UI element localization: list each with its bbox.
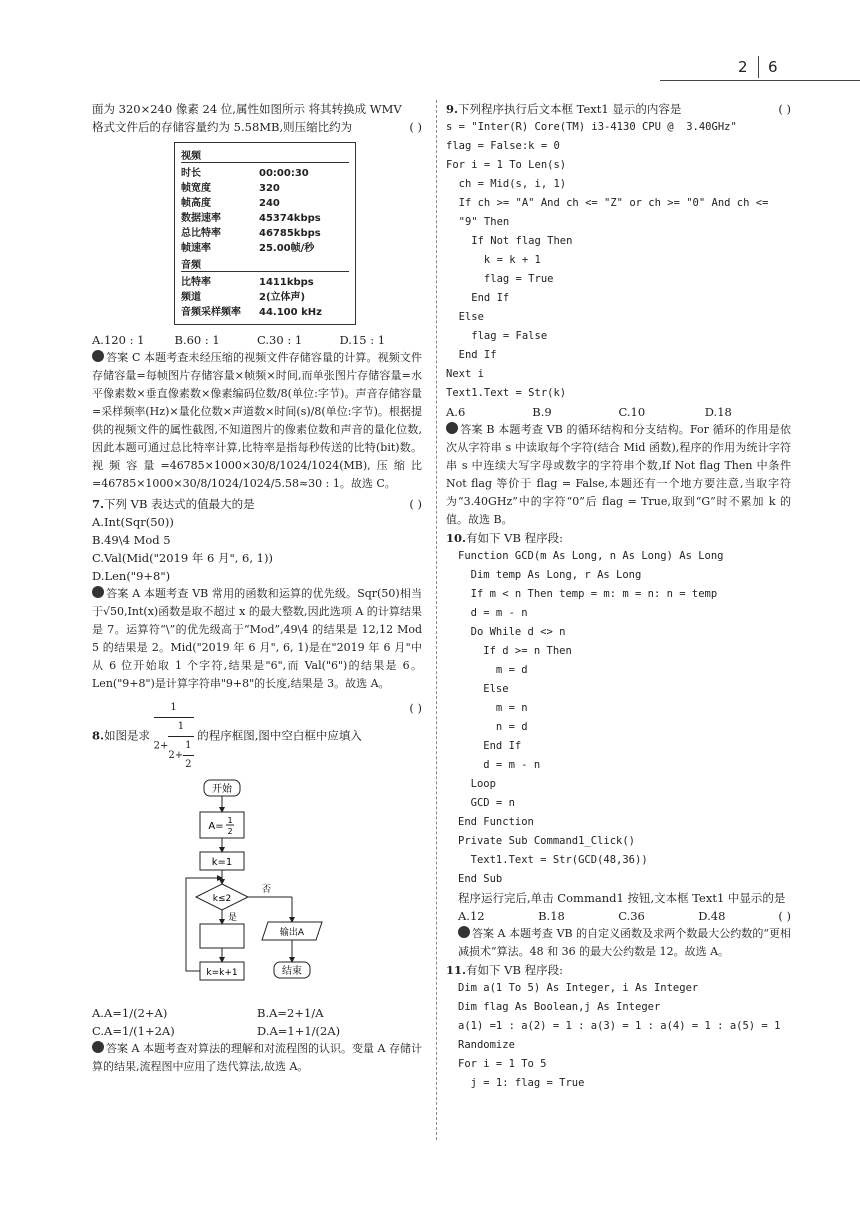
prop-row: 时长 00:00:30 — [181, 168, 309, 179]
column-divider — [436, 100, 437, 1140]
q8-title: 8.如图是求 1 2+ 1 2+ $\frac{1}{2}$ 的程序框图,图中空白框中应填入 ( ) — [92, 699, 422, 774]
flow-assign-label: A= — [208, 821, 224, 832]
audio-section-label: 音频 — [181, 256, 349, 272]
q11-title: 11.有如下 VB 程序段: — [446, 963, 563, 977]
answer-badge-icon — [92, 586, 104, 598]
flow-init-label: k=1 — [211, 857, 233, 868]
q10-answer: 答案 A 本题考查 VB 的自定义函数及求两个数最大公约数的“更相减损术”算法。48 和 36 的最大公约数是 12。故选 A。 — [458, 927, 791, 958]
flow-output-label: 输出A — [279, 928, 305, 938]
q8-answer: 答案 A 本题考查对算法的理解和对流程图的认识。变量 A 存储计算的结果,流程图中应用了迭代算法,故选 A。 — [92, 1042, 422, 1073]
flow-blank-box — [200, 924, 244, 948]
prop-row: 总比特率 46785kbps — [181, 228, 321, 239]
header-separator — [758, 56, 759, 78]
q6-options: A.120 : 1 B.60 : 1 C.30 : 1 D.15 : 1 — [92, 333, 386, 347]
right-column — [446, 100, 791, 1093]
prop-row: 频道 2(立体声) — [181, 292, 306, 303]
q10-question: 程序运行完后,单击 Command1 按钮,文本框 Text1 中显示的是 ( ) — [458, 891, 791, 923]
flow-yes-label: 是 — [228, 913, 238, 923]
q9-code: s = "Inter(R) Core(TM) i3-4130 CPU @ 3.40GHz" flag = False:k = 0 For i = 1 To Len(s) ch = Mid(s, i, 1) If ch >= "A" And ch <= "Z" or ch >= "0" And ch <= "9" Then If Not flag Then k = k + 1 flag = True End If Else flag = False End If Next i Text1.Text = Str(k) — [446, 121, 769, 399]
q9-title: 9.下列程序执行后文本框 Text1 显示的内容是 ( ) — [446, 102, 791, 116]
flow-condition-label: k≤2 — [212, 894, 232, 904]
q8-options: A.A=1/(2+A) B.A=2+1/A C.A=1/(1+2A) D.A=1+1/(2A) — [92, 1006, 341, 1038]
flow-start-label: 开始 — [212, 784, 232, 795]
flow-no-label: 否 — [262, 885, 272, 895]
q9-answer: 答案 B 本题考查 VB 的循环结构和分支结构。For 循环的作用是依次从字符串 s 中读取每个字符(结合 Mid 函数),程序的作用为统计字符串 s 中连续大写字母或数字的字符串个数,If Not flag Then 中条件 Not flag 等价于 flag = False,本题还有一个地方要注意,当取字符为“3.40GHz”中的字符“0”后 flag = True,取到“G”时不累加 k 的值。故选 B。 — [446, 423, 791, 526]
left-column — [92, 100, 422, 1076]
q6-intro-line-1: 面为 320×240 像素 24 位,属性如图所示 将其转换成 WMV — [92, 102, 402, 116]
answer-paren: ( ) — [409, 120, 422, 134]
q10-options: A.12 B.18 C.36 D.48 — [458, 909, 726, 923]
prop-row: 比特率 1411kbps — [181, 277, 314, 288]
page-header — [660, 56, 860, 81]
prop-row: 音频采样频率 44.100 kHz — [181, 307, 322, 318]
page-number-left: 2 — [738, 58, 748, 76]
q10-title: 10.有如下 VB 程序段: — [446, 531, 563, 545]
answer-badge-icon — [92, 1041, 104, 1053]
answer-badge-icon — [92, 350, 104, 362]
q6-intro-line-2: 格式文件后的存储容量约为 5.58MB,则压缩比约为 ( ) — [92, 120, 422, 134]
prop-row: 数据速率 45374kbps — [181, 213, 321, 224]
video-section-label: 视频 — [181, 147, 349, 163]
answer-badge-icon — [446, 422, 458, 434]
prop-row: 帧宽度 320 — [181, 183, 280, 194]
flow-inc-label: k=k+1 — [206, 968, 238, 978]
q7-title: 7.下列 VB 表达式的值最大的是 ( ) — [92, 497, 422, 511]
flowchart — [182, 778, 382, 998]
q7-option-c: C.Val(Mid("2019 年 6 月", 6, 1)) — [92, 551, 273, 565]
prop-row: 帧高度 240 — [181, 198, 280, 209]
q7-option-a: A.Int(Sqr(50)) — [92, 515, 174, 529]
flow-half-num: 1 — [227, 816, 233, 825]
answer-badge-icon — [458, 926, 470, 938]
flow-end-label: 结束 — [282, 966, 302, 977]
flow-half-den: 2 — [227, 827, 233, 836]
q9-options: A.6 B.9 C.10 D.18 — [446, 405, 732, 419]
q7-option-d: D.Len("9+8") — [92, 569, 171, 583]
video-properties-box — [174, 142, 356, 325]
q10-code: Function GCD(m As Long, n As Long) As Long Dim temp As Long, r As Long If m < n Then temp = m: m = n: n = temp d = m - n Do While d <> n If d >= n Then m = d Else m = n n = d End If d = m - n Loop GCD = n End Function Private Sub Command1_Click() Text1.Text = Str(GCD(48,36)) End Sub — [458, 550, 724, 885]
q11-code: Dim a(1 To 5) As Integer, i As Integer Dim flag As Boolean,j As Integer a(1) =1 : a(2) = 1 : a(3) = 1 : a(4) = 1 : a(5) = 1 Randomize For i = 1 To 5 j = 1: flag = True — [458, 982, 781, 1089]
page-number-right: 6 — [768, 58, 778, 76]
prop-row: 帧速率 25.00帧/秒 — [181, 243, 315, 254]
q7-answer: 答案 A 本题考查 VB 常用的函数和运算的优先级。Sqr(50)相当于√50,Int(x)函数是取不超过 x 的最大整数,因此选项 A 的计算结果是 7。运算符“\”的优先级高于“Mod”,49\4 的结果是 12,12 Mod 5 的结果是 2。Mid("2019 年 6 月", 6, 1)是在"2019 年 6 月"中从 6 位开始取 1 个字符,结果是"6",而 Val("6")的结果是 6。Len("9+8")是计算字符串"9+8"的长度,结果是 3。故选 A。 — [92, 587, 422, 690]
continued-fraction: 1 2+ 1 2+ $\frac{1}{2}$ — [154, 699, 194, 774]
q6-answer: 答案 C 本题考查未经压缩的视频文件存储容量的计算。视频文件存储容量=每帧图片存储容量×帧频×时间,而单张图片存储容量=水平像素数×垂直像素数×像素编码位数/8(单位:字节)。声音存储容量=采样频率(Hz)×量化位数×声道数×时间(s)/8(单位:字节)。根据提供的视频文件的属性截图,不知道图片的像素位数和声音的量化位数,因此本题可通过总比特率计算,比特率是指每秒传送的比特(bit)数。视频容量=46785×1000×30/8/1024/1024(MB),压缩比=46785×1000×30/8/1024/1024/5.58≈30 : 1。故选 C。 — [92, 351, 422, 490]
q7-option-b: B.49\4 Mod 5 — [92, 533, 171, 547]
